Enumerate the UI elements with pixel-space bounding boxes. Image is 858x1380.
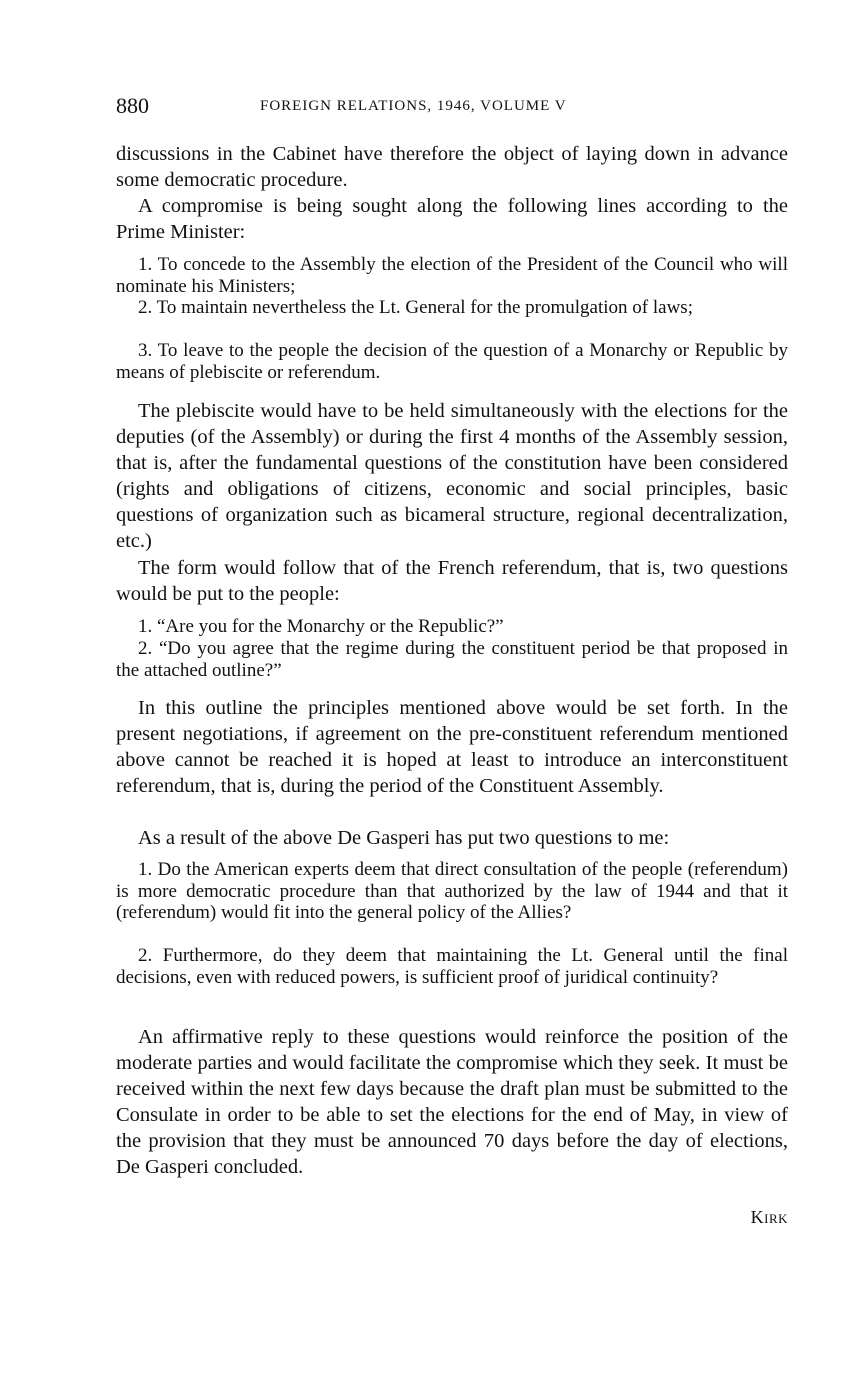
list-item: 2. “Do you agree that the regime during the constituent period be that proposed in the attached outline?” [116,638,788,681]
list-item: 2. Furthermore, do they deem that maintaining the Lt. General until the final decisions, even with reduced powers, is sufficient proof of juridical continuity? [116,945,788,988]
list-item: 2. To maintain nevertheless the Lt. General for the promulgation of laws; [138,297,693,318]
running-head: FOREIGN RELATIONS, 1946, VOLUME V [260,98,567,114]
page-number: 880 [116,93,149,118]
paragraph: The form would follow that of the French referendum, that is, two questions would be put to the people: [116,557,788,605]
paragraph: An affirmative reply to these questions would reinforce the position of the moderate parties and would facilitate the compromise which they seek. It must be received within the next few days because the draft plan must be submitted to the Consulate in order to be able to set the elections for the end of May, in view of the provision that they must be announced 70 days before the day of elections, De Gasperi concluded. [116,1026,788,1178]
list-item: 1. “Are you for the Monarchy or the Republic?” [138,616,504,637]
list-item: 1. To concede to the Assembly the election of the President of the Council who will nominate his Ministers; [116,254,788,297]
paragraph: discussions in the Cabinet have therefore the object of laying down in advance some democratic procedure. [116,143,788,191]
paragraph: The plebiscite would have to be held simultaneously with the elections for the deputies (of the Assembly) or during the first 4 months of the Assembly session, that is, after the fundamental questions of the constitution have been considered (rights and obligations of citizens, economic and social principles, basic questions of organization such as bicameral structure, regional decentralization, etc.) [116,400,788,552]
paragraph: A compromise is being sought along the following lines according to the Prime Minister: [116,195,788,243]
list-item: 3. To leave to the people the decision of the question of a Monarchy or Republic by means of plebiscite or referendum. [116,340,788,383]
signature: Kirk [750,1207,788,1227]
paragraph: As a result of the above De Gasperi has put two questions to me: [138,827,670,849]
list-item: 1. Do the American experts deem that direct consultation of the people (referendum) is more democratic procedure than that authorized by the law of 1944 and that it (referendum) would fit into the general policy of the Allies? [116,859,788,923]
paragraph: In this outline the principles mentioned above would be set forth. In the present negotiations, if agreement on the pre-constituent referendum mentioned above cannot be reached it is hoped at least to introduce an interconstituent referendum, that is, during the period of the Constituent Assembly. [116,697,788,797]
page-header [116,93,788,123]
